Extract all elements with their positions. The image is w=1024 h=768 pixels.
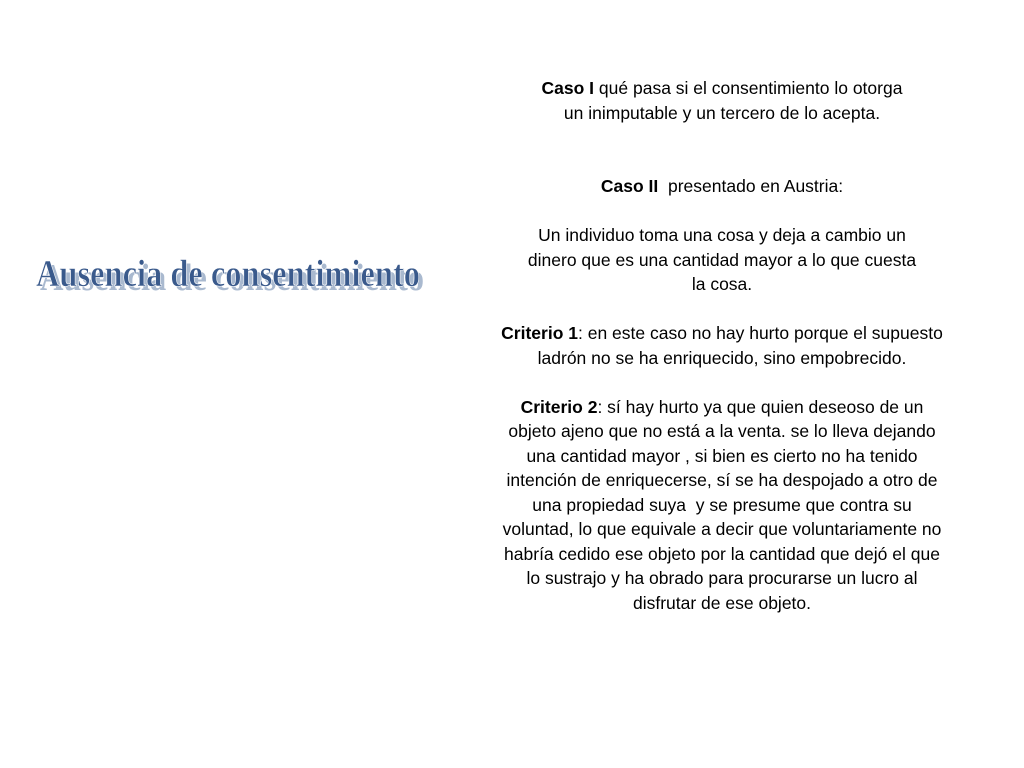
criterio2-line: intención de enriquecerse, sí se ha despojado a otro de [506,470,938,490]
criterio2-label: Criterio 2 [520,396,598,417]
individuo-line2: dinero que es una cantidad mayor a lo que cuesta [527,249,917,270]
criterio2-line: disfrutar de ese objeto. [632,592,812,613]
criterio2-line: lo sustrajo y ha obrado para procurarse un lucro al [526,568,918,588]
caso2-line [462,174,982,199]
criterio2-line: habría cedido ese objeto por la cantidad que dejó el que [504,543,940,564]
criterio1-text: : en este caso no hay hurto porque el supuesto [577,323,943,343]
caso2-text: presentado en Austria: [658,176,844,196]
criterio1-line2: ladrón no se ha enriquecido, sino empobrecido. [537,347,907,368]
criterio2-line: objeto ajeno que no está a la venta. se lo lleva dejando [508,421,936,441]
criterio2-line: voluntad, lo que equivale a decir que voluntariamente no [502,519,942,539]
criterio2-line: una cantidad mayor , si bien es cierto no ha tenido [526,445,918,466]
slide-title-wordart [36,244,436,304]
caso1-line1 [462,76,982,101]
slide-body-text [462,76,982,615]
criterio2-text: : sí hay hurto ya que quien deseoso de un [597,396,924,417]
caso1-text: qué pasa si el consentimiento lo otorga [594,78,903,98]
caso1-line2: un inimputable y un tercero de lo acepta. [563,102,881,123]
slide-title: Ausencia de consentimiento [36,253,420,295]
individuo-line3: la cosa. [691,274,753,294]
criterio1-label: Criterio 1 [501,323,578,343]
caso2-label: Caso II [600,176,659,196]
criterio1-line1 [462,321,982,346]
criterio2-line1 [462,395,982,420]
caso1-label: Caso I [541,78,595,98]
criterio2-line: una propiedad suya y se presume que contra su [532,494,912,515]
slide-title-shadow: Ausencia de consentimiento [40,257,424,299]
individuo-line1: Un individuo toma una cosa y deja a cambio un [538,225,906,245]
